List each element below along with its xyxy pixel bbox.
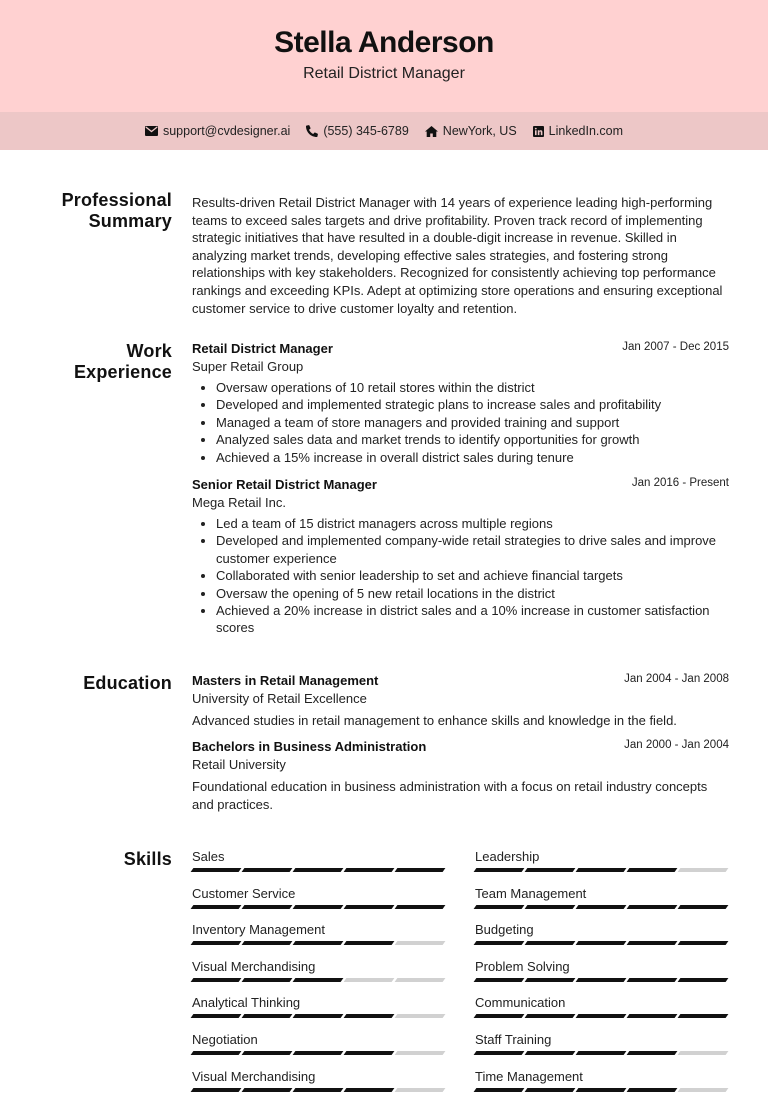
education-description: Foundational education in business administration with a focus on retail industry concepts and practices. [192, 778, 708, 812]
degree-title: Masters in Retail Management [192, 673, 379, 688]
skill-segment-filled [525, 1014, 576, 1018]
job-bullet: • Managed a team of store managers and provided training and support [216, 414, 729, 431]
experience-list [192, 341, 729, 637]
skill-item [475, 886, 728, 923]
skill-item [192, 959, 445, 996]
skill-level-bar [475, 978, 728, 982]
education-entry [192, 739, 729, 815]
skill-segment-filled [474, 978, 525, 982]
skill-segment-empty [395, 941, 446, 945]
skill-segment-filled [627, 941, 678, 945]
skill-segment-filled [191, 1014, 242, 1018]
skill-segment-filled [293, 941, 344, 945]
skill-segment-filled [525, 868, 576, 872]
contact-location-text: NewYork, US [442, 124, 517, 138]
skill-segment-filled [525, 1051, 576, 1055]
skill-name: Customer Service [192, 885, 296, 901]
skill-segment-filled [293, 1051, 344, 1055]
skill-name: Inventory Management [192, 922, 325, 938]
job-bullet: • Achieved a 15% increase in overall district sales during tenure [216, 449, 729, 466]
skill-segment-filled [242, 1088, 293, 1092]
skill-segment-filled [525, 1088, 576, 1092]
job-bullet: • Achieved a 20% increase in district sales and a 10% increase in customer satisfaction scores [216, 602, 729, 637]
contact-email[interactable] [145, 124, 290, 138]
job-bullet: • Developed and implemented strategic plans to increase sales and profitability [216, 396, 729, 413]
linkedin-icon [533, 126, 544, 137]
skill-segment-empty [678, 1051, 729, 1055]
skill-segment-filled [627, 868, 678, 872]
envelope-icon [145, 126, 158, 136]
job-title: Senior Retail District Manager [192, 477, 377, 493]
education-description: Advanced studies in retail management to enhance skills and knowledge in the field. [192, 713, 677, 728]
skill-segment-filled [344, 1014, 395, 1018]
skill-level-bar [192, 1014, 445, 1018]
skill-segment-filled [678, 978, 729, 982]
skill-segment-filled [627, 1014, 678, 1018]
job-bullet: • Oversaw the opening of 5 new retail locations in the district [216, 585, 729, 602]
skill-segment-filled [242, 905, 293, 909]
skill-name: Team Management [475, 885, 587, 901]
contact-phone-text: (555) 345-6789 [323, 124, 409, 138]
contact-email-text: support@cvdesigner.ai [162, 124, 291, 138]
skill-level-bar [192, 941, 445, 945]
skill-level-bar [192, 1051, 445, 1055]
resume-header [0, 0, 768, 112]
section-title-education: Education [83, 673, 172, 693]
skill-segment-filled [474, 1014, 525, 1018]
skill-segment-filled [242, 978, 293, 982]
skill-level-bar [475, 905, 728, 909]
degree-title: Bachelors in Business Administration [192, 738, 427, 754]
education-entry [192, 673, 729, 731]
job-bullet: • Developed and implemented company-wide retail strategies to drive sales and improve customer experience [216, 532, 729, 567]
skill-item [475, 1032, 728, 1069]
skill-item [192, 849, 445, 886]
skill-name: Negotiation [192, 1031, 258, 1047]
job-bullet: • Analyzed sales data and market trends to identify opportunities for growth [216, 431, 729, 448]
skill-item [192, 1032, 445, 1069]
skill-segment-filled [678, 905, 729, 909]
skill-level-bar [192, 1088, 445, 1092]
skill-item [475, 1069, 728, 1105]
skill-segment-filled [474, 1051, 525, 1055]
candidate-name: Stella Anderson [274, 26, 494, 59]
skill-segment-empty [395, 1014, 446, 1018]
section-title-skills: Skills [123, 849, 172, 869]
skill-segment-filled [576, 1051, 627, 1055]
experience-entry [192, 341, 729, 466]
skill-segment-filled [576, 1014, 627, 1018]
skill-segment-filled [191, 1051, 242, 1055]
education-list [192, 673, 729, 815]
skill-segment-filled [627, 1088, 678, 1092]
skill-segment-empty [395, 1051, 446, 1055]
job-title: Retail District Manager [192, 341, 333, 356]
skill-segment-filled [474, 868, 525, 872]
contact-linkedin[interactable] [533, 124, 623, 138]
skill-segment-filled [395, 868, 446, 872]
skill-segment-filled [678, 941, 729, 945]
skill-segment-filled [344, 1051, 395, 1055]
skill-segment-filled [525, 978, 576, 982]
company-name: Mega Retail Inc. [192, 495, 286, 511]
skill-segment-filled [525, 941, 576, 945]
skill-name: Visual Merchandising [192, 958, 316, 974]
home-icon [425, 126, 438, 137]
skill-level-bar [475, 1088, 728, 1092]
skill-segment-filled [627, 1051, 678, 1055]
skill-item [192, 922, 445, 959]
skill-name: Time Management [475, 1068, 583, 1084]
job-bullet: • Led a team of 15 district managers across multiple regions [216, 515, 729, 532]
skill-segment-filled [293, 978, 344, 982]
skills-column-right [475, 849, 728, 1105]
skill-level-bar [475, 868, 728, 872]
contact-location [425, 124, 517, 138]
skill-segment-filled [191, 1088, 242, 1092]
summary-text: Results-driven Retail District Manager with 14 years of experience leading high-performing teams to exceed sales targets and drive profitability. Proven track record of implementing strategic initiatives that have resulted in a double-digit increase in revenue. Skilled in analyzing market trends, developing effective sales strategies, and fostering strong relationships with key stakeholders. Recognized for consistently achieving top performance rankings and exceeding KPIs. Adept at optimizing store operations and ensuring exceptional customer service to drive customer loyalty and retention. [192, 195, 723, 316]
skill-segment-empty [678, 1088, 729, 1092]
skill-level-bar [475, 1014, 728, 1018]
contact-bar [0, 112, 768, 150]
skill-segment-filled [525, 905, 576, 909]
skill-segment-filled [395, 905, 446, 909]
job-bullet: • Oversaw operations of 10 retail stores within the district [216, 379, 729, 396]
skill-segment-filled [344, 905, 395, 909]
experience-entry [192, 477, 729, 637]
skill-segment-filled [191, 941, 242, 945]
skill-item [475, 995, 728, 1032]
skill-segment-filled [474, 941, 525, 945]
skill-level-bar [192, 868, 445, 872]
skill-level-bar [475, 1051, 728, 1055]
skill-item [475, 959, 728, 996]
skill-segment-filled [576, 905, 627, 909]
skill-segment-empty [678, 868, 729, 872]
skill-segment-filled [191, 868, 242, 872]
skill-item [192, 886, 445, 923]
skill-name: Problem Solving [475, 958, 570, 974]
skill-segment-filled [293, 1088, 344, 1092]
skill-name: Budgeting [475, 922, 534, 938]
skill-segment-filled [474, 1088, 525, 1092]
candidate-title: Retail District Manager [303, 65, 465, 82]
skill-segment-filled [293, 905, 344, 909]
skill-segment-filled [242, 868, 293, 872]
skill-segment-filled [242, 941, 293, 945]
skill-segment-empty [395, 978, 446, 982]
skill-level-bar [475, 941, 728, 945]
job-bullets [192, 379, 729, 466]
skill-name: Communication [475, 995, 566, 1011]
contact-linkedin-text: LinkedIn.com [548, 124, 624, 138]
skill-segment-filled [678, 1014, 729, 1018]
skill-segment-filled [242, 1051, 293, 1055]
skill-name: Visual Merchandising [192, 1068, 316, 1084]
phone-icon [306, 125, 318, 137]
skill-segment-filled [576, 1088, 627, 1092]
section-title-summary: Professional Summary [61, 190, 172, 231]
skill-segment-filled [576, 868, 627, 872]
job-date: Jan 2016 - Present [631, 477, 729, 490]
skill-segment-filled [293, 1014, 344, 1018]
skill-segment-filled [344, 868, 395, 872]
skill-segment-empty [395, 1088, 446, 1092]
skill-segment-filled [627, 905, 678, 909]
job-date: Jan 2007 - Dec 2015 [622, 341, 729, 353]
skill-item [192, 1069, 445, 1105]
skill-name: Staff Training [475, 1031, 552, 1047]
skill-segment-filled [344, 1088, 395, 1092]
skill-segment-filled [191, 978, 242, 982]
education-date: Jan 2004 - Jan 2008 [624, 673, 729, 685]
company-name: Super Retail Group [192, 359, 304, 374]
skill-segment-empty [344, 978, 395, 982]
school-name: University of Retail Excellence [192, 691, 367, 706]
education-date: Jan 2000 - Jan 2004 [624, 738, 729, 751]
skill-segment-filled [576, 978, 627, 982]
skill-segment-filled [576, 941, 627, 945]
skill-item [475, 922, 728, 959]
skill-item [192, 995, 445, 1032]
section-title-experience: Work Experience [73, 341, 172, 382]
skill-segment-filled [474, 905, 525, 909]
job-bullets [192, 515, 729, 637]
skill-level-bar [192, 905, 445, 909]
skill-segment-filled [627, 978, 678, 982]
skill-segment-filled [191, 905, 242, 909]
skill-name: Leadership [475, 849, 540, 864]
school-name: Retail University [192, 756, 286, 772]
skills-column-left [192, 849, 445, 1105]
skill-level-bar [192, 978, 445, 982]
skill-name: Analytical Thinking [192, 995, 301, 1011]
skill-name: Sales [192, 849, 225, 864]
skill-segment-filled [242, 1014, 293, 1018]
contact-phone[interactable] [306, 124, 408, 138]
skill-segment-filled [344, 941, 395, 945]
skill-item [475, 849, 728, 886]
skill-segment-filled [293, 868, 344, 872]
job-bullet: • Collaborated with senior leadership to set and achieve financial targets [216, 567, 729, 584]
